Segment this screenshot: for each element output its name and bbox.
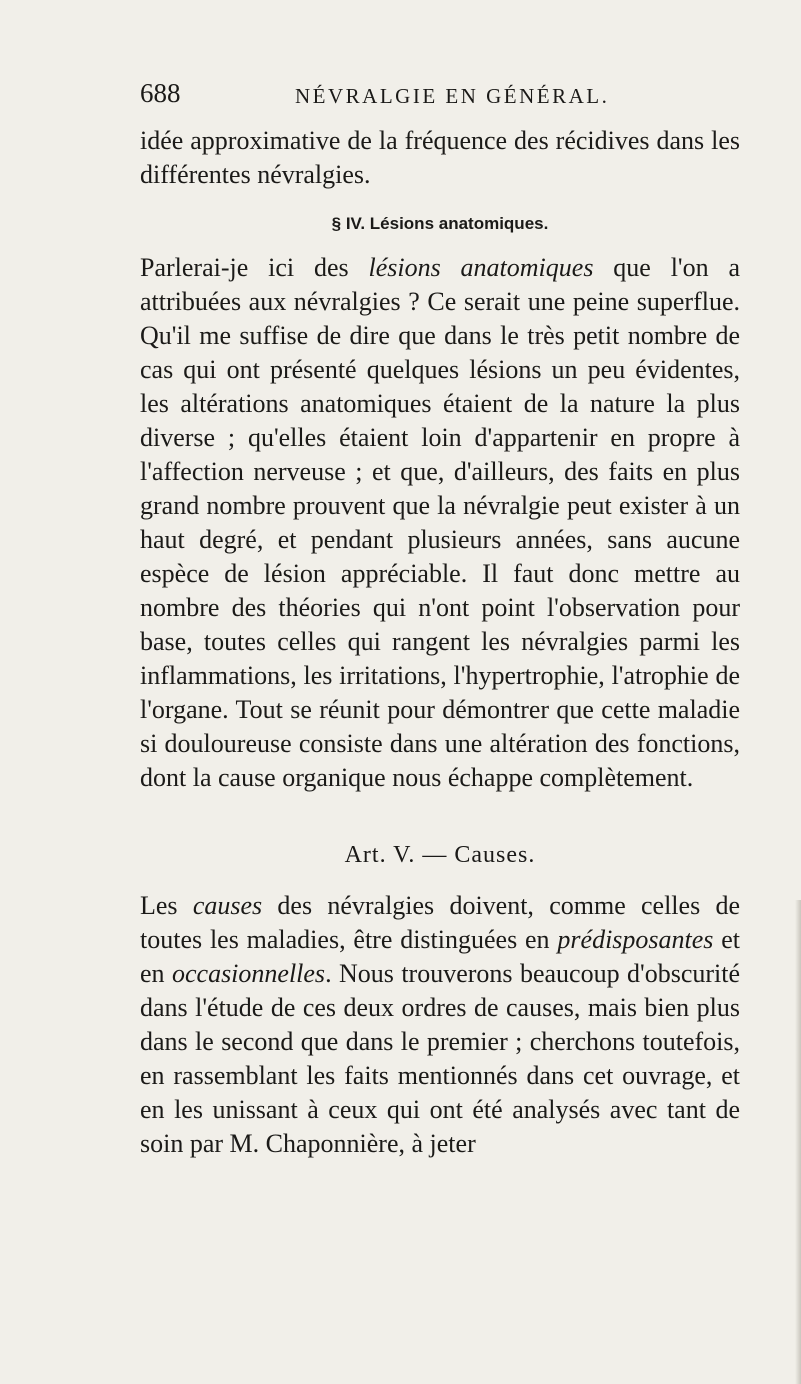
- text-run: . Nous trouverons beaucoup d'obscurité dans l'étude de ces deux ordres de causes, mais bien plus dans le second que dans le premier ; cherchons toutefois, en rassemblant les faits mentionnés dans cet ouvrage, et en les unissant à ceux qui ont été analysés avec tant de soin par M. Chaponnière, à jeter: [140, 959, 741, 1158]
- italic-term: causes: [192, 891, 263, 920]
- text-run: Les: [140, 891, 193, 920]
- running-title: NÉVRALGIE EN GÉNÉRAL.: [295, 84, 610, 108]
- paragraph-intro: idée approximative de la fréquence des récidives dans les différentes névralgies.: [140, 126, 740, 189]
- italic-term: lésions anatomiques: [368, 253, 594, 282]
- text-run: et en: [140, 925, 741, 988]
- italic-term: prédisposantes: [557, 925, 714, 954]
- text-run: Parlerai-je ici des: [140, 253, 369, 282]
- text-run: des névralgies doivent, comme celles de toutes les maladies, être distinguées en: [140, 891, 740, 954]
- page-edge-shadow: [795, 900, 801, 1384]
- section-heading: § IV. Lésions anatomiques.: [331, 214, 549, 233]
- article-heading: Art. V. — Causes.: [344, 842, 536, 868]
- text-run: que l'on a attribuées aux névralgies ? Ce serait une peine superflue. Qu'il me suffise de dire que dans le très petit nombre de cas qui ont présenté quelques lésions un peu évidentes, les altérations anatomiques étaient de la nature la plus diverse ; qu'elles étaient loin d'appartenir en propre à l'affection nerveuse ; et que, d'ailleurs, des faits en plus grand nombre prouvent que la névralgie peut exister à un haut degré, et pendant plusieurs années, sans aucune espèce de lésion appréciable. Il faut donc mettre au nombre des théories qui n'ont point l'observation pour base, toutes celles qui rangent les névralgies parmi les inflammations, les irritations, l'hypertrophie, l'atrophie de l'organe. Tout se réunit pour démontrer que cette maladie si douloureuse consiste dans une altération des fonctions, dont la cause organique nous échappe complètement.: [140, 253, 740, 792]
- paragraph-causes: [140, 889, 740, 1269]
- running-head: [140, 78, 780, 114]
- italic-term: occasionnelles: [171, 959, 326, 988]
- paragraph-lesions: [140, 251, 740, 826]
- page-number: 688: [140, 78, 181, 108]
